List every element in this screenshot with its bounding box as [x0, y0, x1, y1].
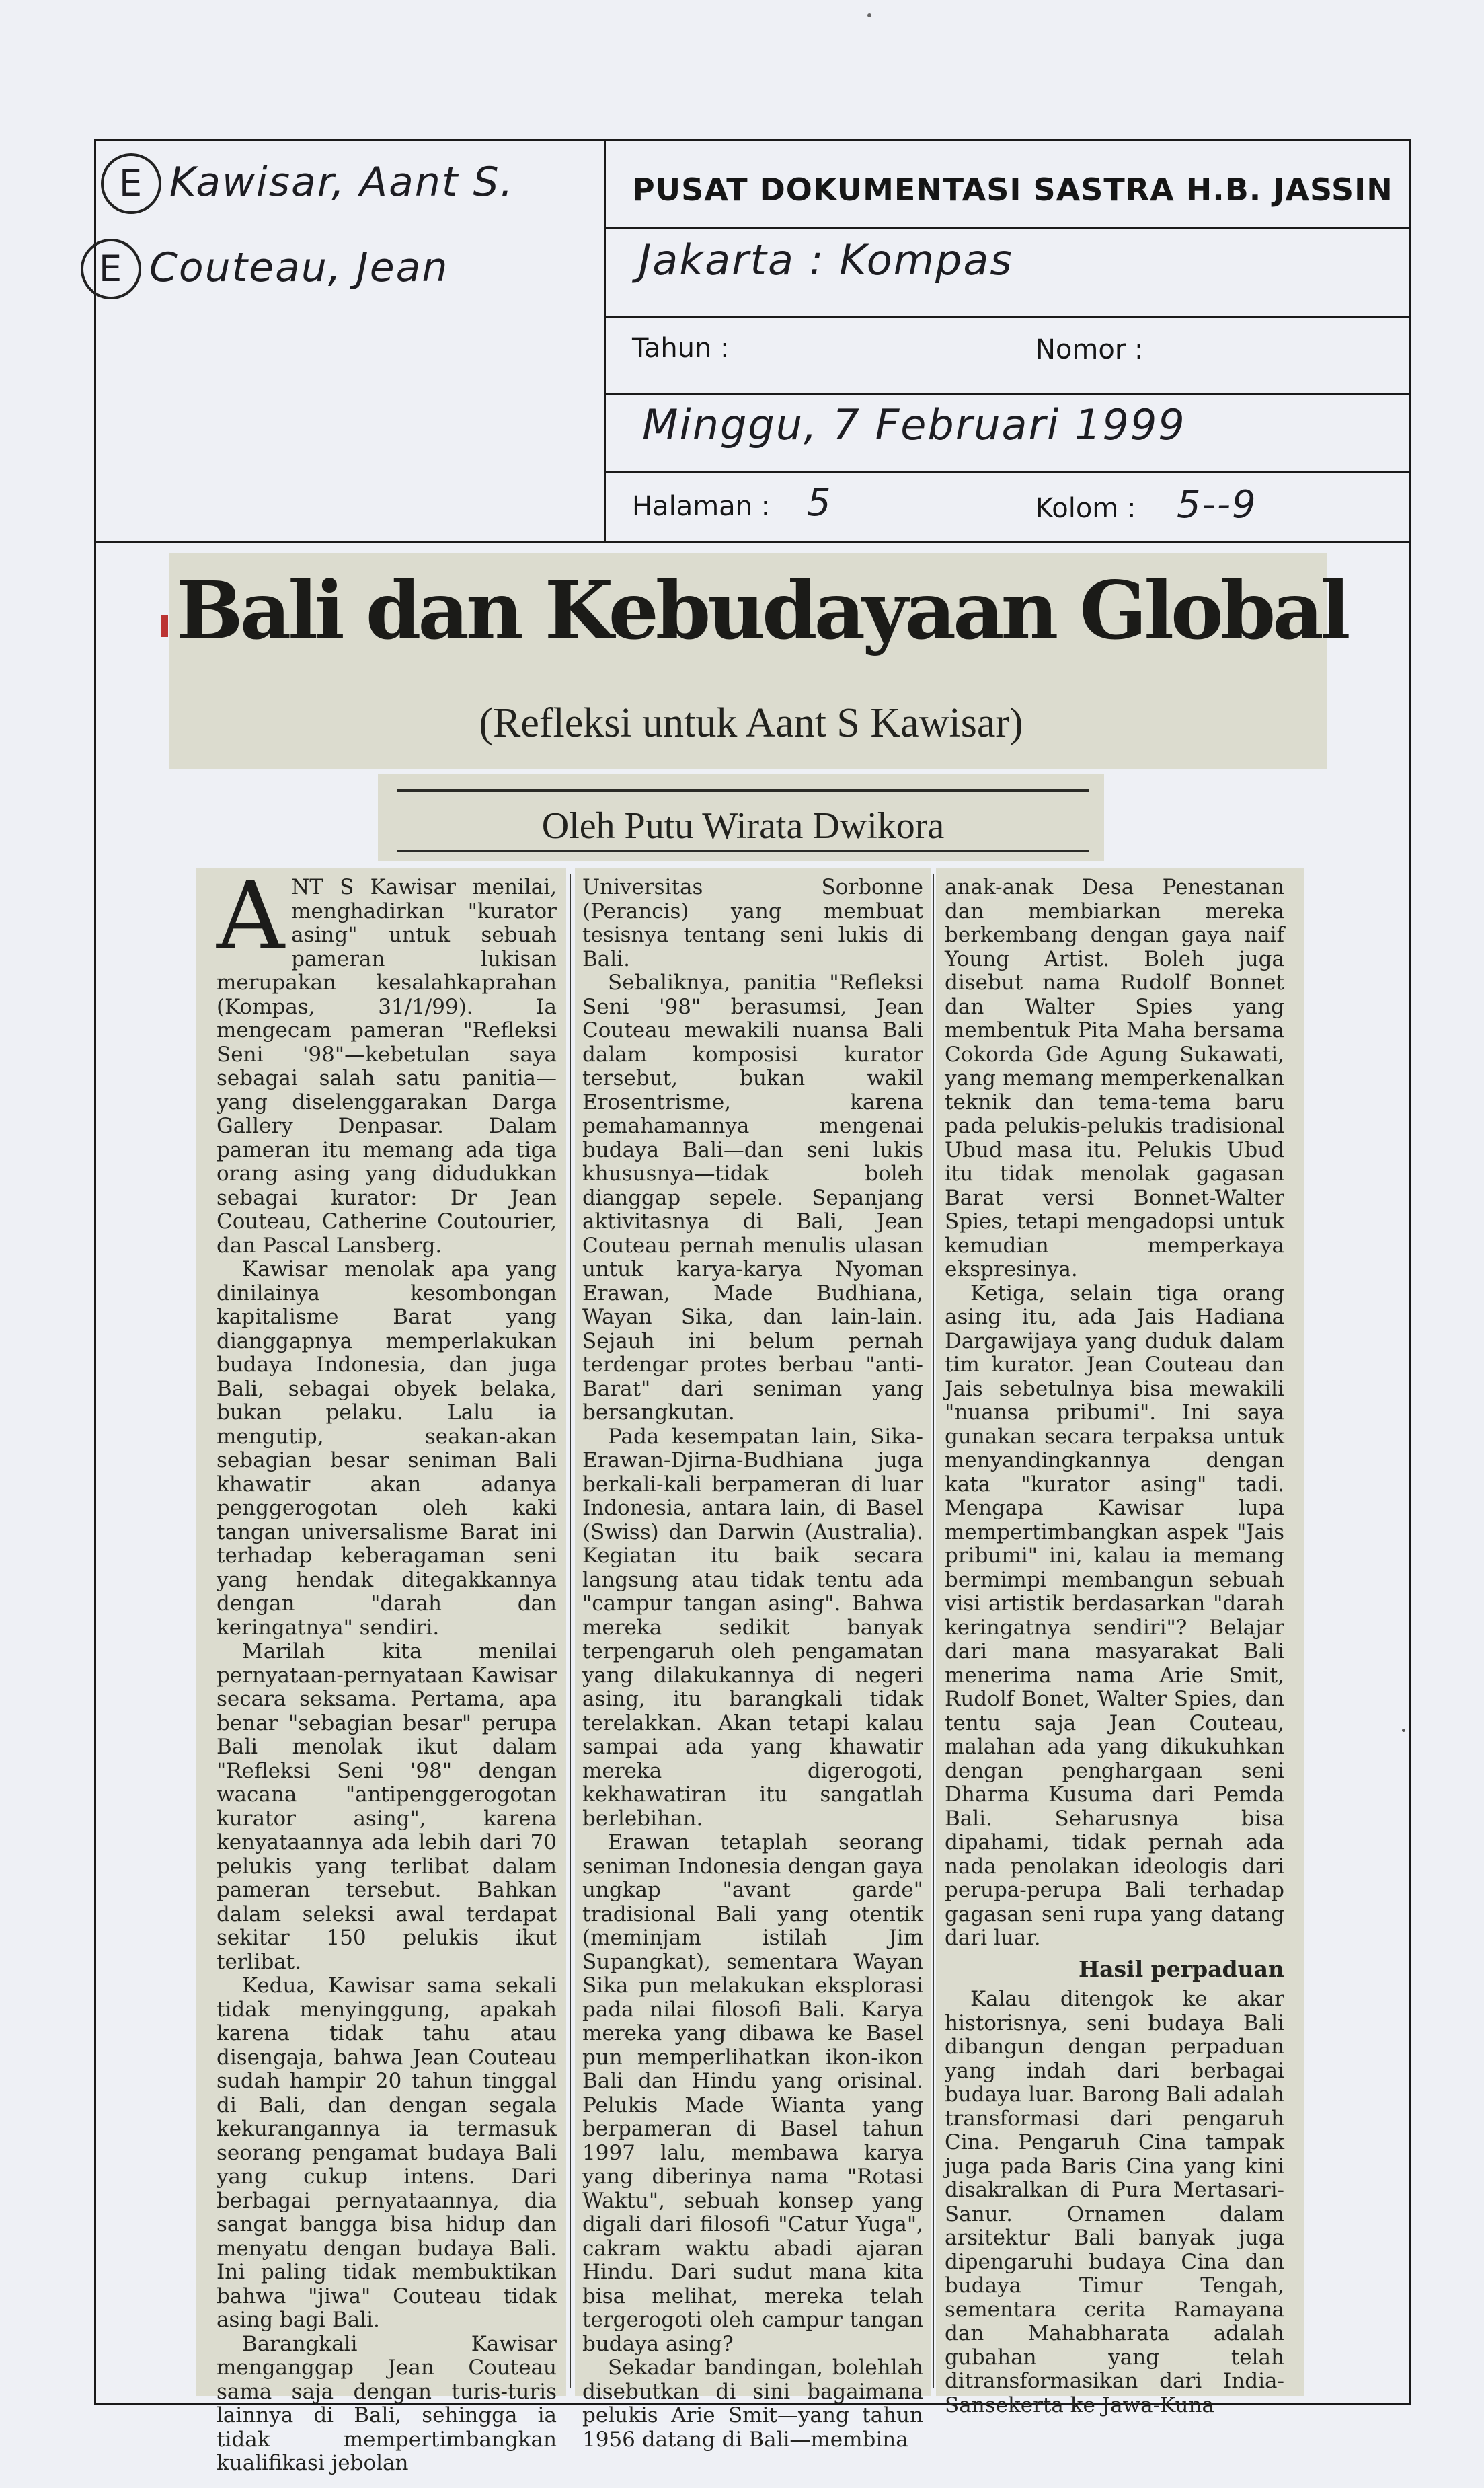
drop-cap: A	[217, 862, 285, 971]
catalog-entry-1-text: Kawisar, Aant S.	[169, 159, 514, 206]
paragraph: anak-anak Desa Penestanan dan membiarkan mereka berkembang dengan gaya naif Young Artist. Boleh juga disebut nama Rudolf Bonnet dan Walter Spies yang membentuk Pita Maha bersama Cokorda Gde Agung Sukawati, yang memang memperkenalkan teknik dan tema-tema baru pada pelukis-pelukis tradisional Ubud masa itu. Pelukis Ubud itu tidak menolak gagasan Barat versi Bonnet-Walter Spies, tetapi mengadopsi untuk kemudian memperkaya ekspresinya.	[945, 875, 1284, 1281]
byline: Oleh Putu Wirata Dwikora	[541, 805, 945, 847]
catalog-entry-1	[101, 153, 514, 214]
paragraph: Barangkali Kawisar menganggap Jean Couteau sama saja dengan turis-turis lainnya di Bali, sehingga ia tidak mempertimbangkan kualifikasi jebolan	[217, 2331, 557, 2475]
catalog-entry-2-text: Couteau, Jean	[149, 244, 449, 291]
paragraph: Sekadar bandingan, bolehlah disebutkan di sini bagaimana pelukis Arie Smit—yang tahun 1956 datang di Bali—membina	[582, 2355, 923, 2452]
date-handwritten: Minggu, 7 Februari 1999	[642, 400, 1186, 449]
margin-mark	[1402, 1729, 1405, 1732]
paragraph: Universitas Sorbonne (Perancis) yang membuat tesisnya tentang seni lukis di Bali.	[582, 875, 923, 971]
halaman-label: Halaman :	[632, 491, 771, 522]
paragraph: Pada kesempatan lain, Sika-Erawan-Djirna-Budhiana juga berkali-kali berpameran di luar Indonesia, antara lain, di Basel (Swiss) dan Darwin (Australia). Kegiatan itu baik secara langsung atau tidak tentu ada "campur tangan asing". Bahwa mereka sedikit banyak terpengaruh oleh pengamatan yang dilakukannya di negeri asing, itu barangkali tidak terelakkan. Akan tetapi kalau sampai ada yang khawatir mereka digerogoti, kekhawatiran itu sangatlah berlebihan.	[582, 1424, 923, 1831]
headline-accent	[161, 615, 168, 637]
article-column-3	[945, 875, 1284, 2417]
paragraph: Kedua, Kawisar sama sekali tidak menyinggung, apakah karena tidak tahu atau disengaja, bahwa Jean Couteau sudah hampir 20 tahun tinggal di Bali, dan dengan segala kekurangannya ia termasuk seorang pengamat budaya Bali yang cukup intens. Dari berbagai pernyataannya, dia sangat bangga bisa hidup dan menyatu dengan budaya Bali. Ini paling tidak membuktikan bahwa "jiwa" Couteau tidak asing bagi Bali.	[217, 1973, 557, 2332]
byline-rule-bottom	[397, 850, 1089, 852]
article-subtitle: (Refleksi untuk Aant S Kawisar)	[479, 700, 1023, 746]
column-divider-2	[933, 874, 934, 2388]
marker-e-1: E	[101, 153, 161, 214]
byline-rule-top	[397, 789, 1089, 792]
tahun-label: Tahun :	[632, 333, 730, 364]
archive-title: PUSAT DOKUMENTASI SASTRA H.B. JASSIN	[632, 172, 1393, 208]
subheading: Hasil perpaduan	[1078, 1955, 1284, 1982]
paragraph: Kawisar menolak apa yang dinilainya kesombongan kapitalisme Barat yang dianggapnya memperlakukan budaya Indonesia, dan juga Bali, sebagai obyek belaka, bukan pelaku. Lalu ia mengutip, seakan-akan sebagian besar seniman Bali khawatir akan adanya penggerogotan oleh kaki tangan universalisme Barat ini terhadap keberagaman seni yang hendak ditegakkannya dengan "darah dan keringatnya" sendiri.	[217, 1257, 557, 1640]
kolom-value: 5--9	[1177, 483, 1257, 527]
nomor-label: Nomor :	[1036, 334, 1144, 365]
catalog-entry-2	[81, 239, 448, 299]
paragraph: Ketiga, selain tiga orang asing itu, ada Jais Hadiana Dargawijaya yang duduk dalam tim kurator. Jean Couteau dan Jais sebetulnya bisa mewakili "nuansa pribumi". Ini saya gunakan secara terpaksa untuk menyandingkannya dengan kata "kurator asing" tadi. Mengapa Kawisar lupa mempertimbangkan aspek "Jais pribumi" ini, kalau ia memang bermimpi membangun sebuah visi artistik berdasarkan "darah keringatnya sendiri"? Belajar dari mana masyarakat Bali menerima nama Arie Smit, Rudolf Bonet, Walter Spies, dan tentu saja Jean Couteau, malahan ada yang dikukuhkan dengan penghargaan seni Dharma Kusuma dari Pemda Bali. Seharusnya bisa dipahami, tidak pernah ada nada penolakan ideologis dari perupa-perupa Bali terhadap gagasan seni rupa yang datang dari luar.	[945, 1281, 1284, 1950]
margin-mark	[867, 13, 871, 17]
marker-e-2: E	[81, 239, 141, 299]
article-column-1	[217, 862, 557, 2475]
column-divider-1	[570, 874, 571, 2388]
source-handwritten: Jakarta : Kompas	[639, 235, 1013, 285]
paragraph: Erawan tetaplah seorang seniman Indonesia dengan gaya ungkap "avant garde" tradisional Bali yang otentik (meminjam istilah Jim Supangkat), sementara Wayan Sika pun melakukan eksplorasi pada nilai filosofi Bali. Karya mereka yang dibawa ke Basel pun memperlihatkan ikon-ikon Bali dan Hindu yang orisinal. Pelukis Made Wianta yang berpameran di Basel tahun 1997 lalu, membawa karya yang diberinya nama "Rotasi Waktu", sebuah konsep yang digali dari filosofi "Catur Yuga", cakram waktu abadi ajaran Hindu. Dari sudut mana kita bisa melihat, mereka telah tergerogoti oleh campur tangan budaya asing?	[582, 1830, 923, 2356]
article-title: Bali dan Kebudayaan Global	[176, 564, 1348, 657]
paragraph: Marilah kita menilai pernyataan-pernyataan Kawisar secara seksama. Pertama, apa benar "sebagian besar" perupa Bali menolak ikut dalam "Refleksi Seni '98" dengan wacana "antipenggerogotan kurator asing", karena kenyataannya ada lebih dari 70 pelukis yang terlibat dalam pameran tersebut. Bahkan dalam seleksi awal terdapat sekitar 150 pelukis ikut terlibat.	[217, 1639, 557, 1974]
paragraph: Kalau ditengok ke akar historisnya, seni budaya Bali dibangun dengan perpaduan yang indah dari berbagai budaya luar. Barong Bali adalah transformasi dari pengaruh Cina. Pengaruh Cina tampak juga pada Baris Cina yang kini disakralkan di Pura Mertasari-Sanur. Ornamen dalam arsitektur Bali banyak juga dipengaruhi budaya Cina dan budaya Timur Tengah, sementara cerita Ramayana dan Mahabharata adalah gubahan yang telah ditransformasikan dari India-Sansekerta ke Jawa-Kuna	[945, 1987, 1284, 2417]
article-column-2	[582, 875, 923, 2452]
paragraph: NT S Kawisar menilai, menghadirkan "kurator asing" untuk sebuah pameran lukisan merupakan kesalahkaprahan (Kompas, 31/1/99). Ia mengecam pameran "Refleksi Seni '98"—kebetulan saya sebagai salah satu panitia—yang diselenggarakan Darga Gallery Denpasar. Dalam pameran itu memang ada tiga orang asing yang didudukkan sebagai kurator: Dr Jean Couteau, Catherine Coutourier, dan Pascal Lansberg.	[217, 875, 557, 1258]
paragraph: Sebaliknya, panitia "Refleksi Seni '98" berasumsi, Jean Couteau mewakili nuansa Bali dalam komposisi kurator tersebut, bukan wakil Erosentrisme, karena pemahamannya mengenai budaya Bali—dan seni lukis khususnya—tidak boleh dianggap sepele. Sepanjang aktivitasnya di Bali, Jean Couteau pernah menulis ulasan untuk karya-karya Nyoman Erawan, Made Budhiana, Wayan Sika, dan lain-lain. Sejauh ini belum pernah terdengar protes berbau "anti-Barat" dari seniman yang bersangkutan.	[582, 971, 923, 1425]
halaman-value: 5	[807, 481, 832, 525]
kolom-label: Kolom :	[1036, 493, 1136, 524]
